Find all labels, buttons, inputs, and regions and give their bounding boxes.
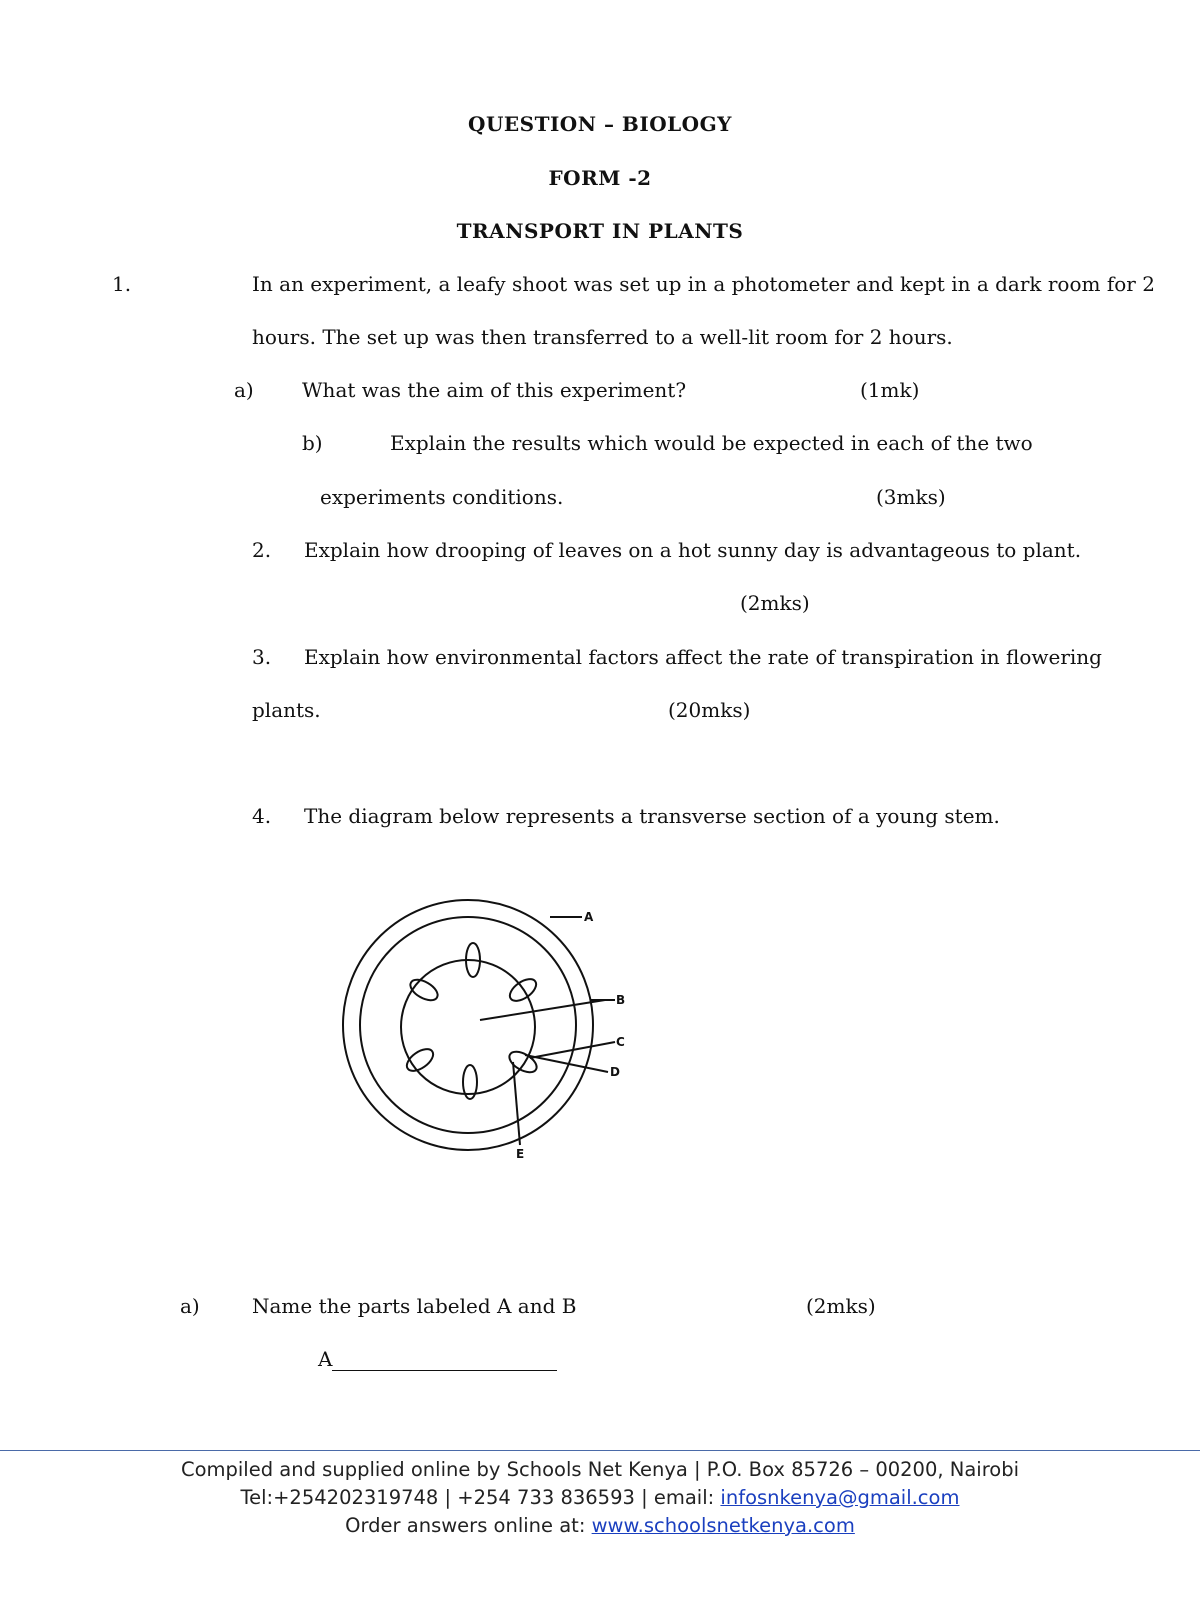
title-topic: TRANSPORT IN PLANTS xyxy=(456,219,744,243)
q1b-text-line2: experiments conditions. xyxy=(320,485,564,509)
diagram-label-e: E xyxy=(516,1147,525,1161)
footer-email-link[interactable]: infosnkenya@gmail.com xyxy=(720,1486,960,1509)
q3-text-line2: plants. xyxy=(252,698,321,722)
q4a-label: a) xyxy=(180,1294,200,1318)
q1a-text: What was the aim of this experiment? xyxy=(302,378,687,402)
q1-text-line1: In an experiment, a leafy shoot was set up in a photometer and kept in a dark room for 2 xyxy=(252,272,1155,296)
q3-marks: (20mks) xyxy=(668,698,751,722)
q1a-label: a) xyxy=(234,378,254,402)
footer-order-text: Order answers online at: xyxy=(345,1514,592,1537)
q1a-marks: (1mk) xyxy=(860,378,920,402)
vascular-bundle xyxy=(407,976,441,1005)
stem-cross-section-diagram xyxy=(330,890,650,1180)
answer-a-label: A xyxy=(318,1347,333,1371)
footer-website-link[interactable]: www.schoolsnetkenya.com xyxy=(591,1514,855,1537)
answer-line-a[interactable] xyxy=(318,1347,557,1371)
q1b-marks: (3mks) xyxy=(876,485,946,509)
q1b-text-line1: Explain the results which would be expected in each of the two xyxy=(390,431,1033,455)
q4a-text: Name the parts labeled A and B xyxy=(252,1294,577,1318)
vascular-bundle xyxy=(506,1048,540,1077)
diagram-label-c: C xyxy=(616,1035,625,1049)
q1b-label: b) xyxy=(302,431,323,455)
vascular-bundle xyxy=(403,1045,437,1075)
footer-divider xyxy=(0,1450,1200,1451)
q4a-marks: (2mks) xyxy=(806,1294,876,1318)
q2-number: 2. xyxy=(252,538,272,562)
epidermis-circle xyxy=(343,900,593,1150)
diagram-label-a: A xyxy=(584,910,594,924)
title-subject: QUESTION – BIOLOGY xyxy=(468,112,732,136)
q3-text-line1: Explain how environmental factors affect the rate of transpiration in flowering xyxy=(304,645,1102,669)
leader-line-b xyxy=(480,1000,605,1020)
q4-text: The diagram below represents a transverse section of a young stem. xyxy=(304,804,1000,828)
q4-number: 4. xyxy=(252,804,272,828)
q2-marks: (2mks) xyxy=(740,591,810,615)
q2-text: Explain how drooping of leaves on a hot sunny day is advantageous to plant. xyxy=(304,538,1082,562)
diagram-label-d: D xyxy=(610,1065,620,1079)
answer-a-blank[interactable] xyxy=(332,1350,557,1371)
q1-text-line2: hours. The set up was then transferred to a well-lit room for 2 hours. xyxy=(252,325,953,349)
footer-contact: Tel:+254202319748 | +254 733 836593 | email: xyxy=(240,1486,721,1509)
title-form: FORM -2 xyxy=(548,166,652,190)
footer-line1: Compiled and supplied online by Schools Net Kenya | P.O. Box 85726 – 00200, Nairobi xyxy=(180,1458,1020,1481)
diagram-label-b: B xyxy=(616,993,626,1007)
q3-number: 3. xyxy=(252,645,272,669)
footer-line3 xyxy=(0,1514,1200,1537)
footer-line2 xyxy=(0,1486,1200,1509)
q1-number: 1. xyxy=(112,272,132,296)
